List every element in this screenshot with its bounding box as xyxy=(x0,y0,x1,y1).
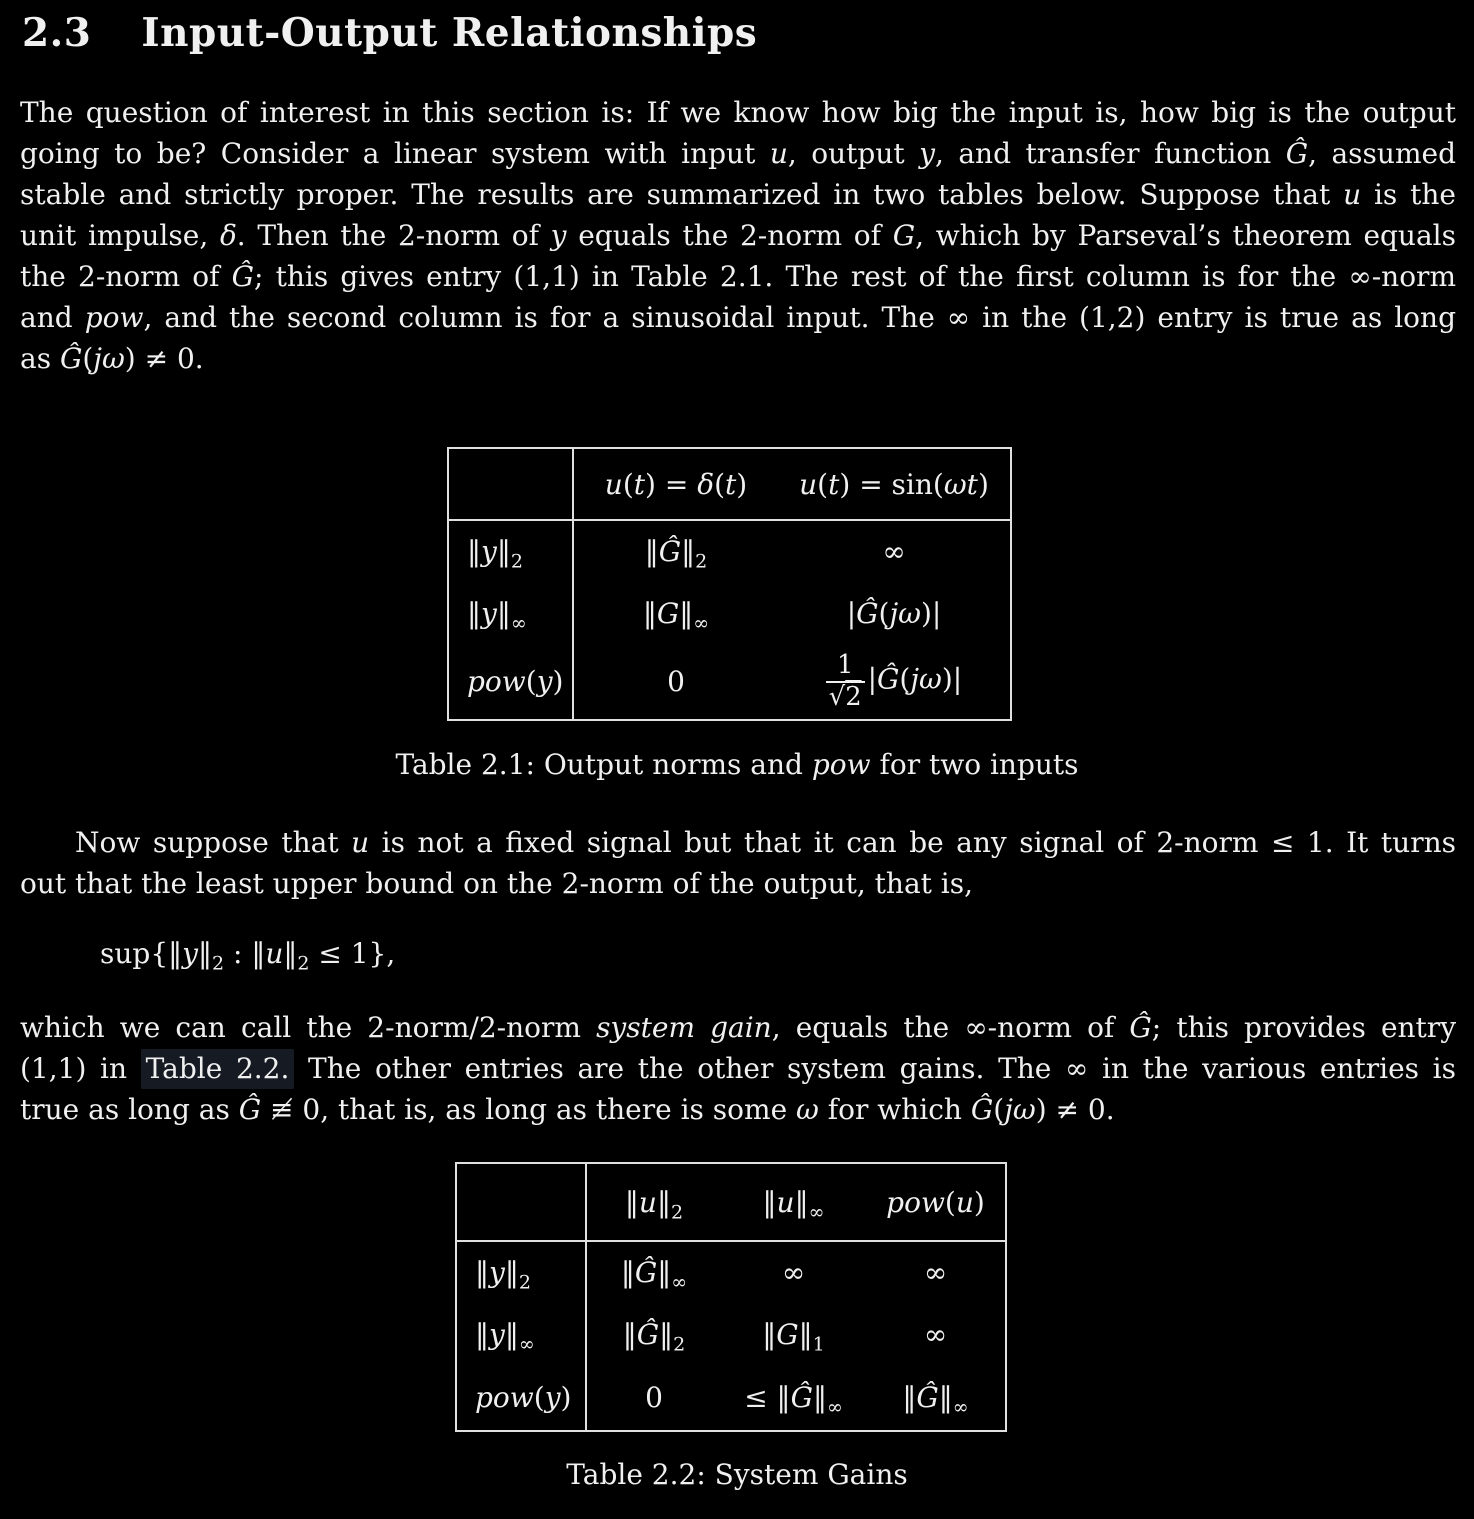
table-cell xyxy=(778,582,1011,644)
text-segment: y xyxy=(182,937,198,970)
text-segment: pow xyxy=(84,301,144,334)
row-header-cell xyxy=(448,582,573,644)
text-segment: ( xyxy=(525,665,537,698)
text-segment: stable and strictly proper. The results are summarized in two tables below. Suppose that xyxy=(20,178,1344,211)
text-segment: ≤ ‖ xyxy=(744,1381,791,1414)
text-segment: pow xyxy=(475,1381,534,1414)
text-segment: 2 xyxy=(211,952,225,975)
text-segment: ∞ xyxy=(923,1317,948,1351)
text-segment: 0 xyxy=(667,665,685,698)
text-segment: jω xyxy=(93,342,125,375)
table-cell xyxy=(586,1303,721,1365)
text-segment: Ĝ xyxy=(970,1093,994,1126)
text-segment: ( xyxy=(817,467,829,501)
text-segment: ‖ xyxy=(467,596,481,630)
row-header-cell xyxy=(448,520,573,582)
text-segment: y xyxy=(481,535,497,568)
text-segment: equals the 2-norm of xyxy=(566,219,893,252)
table-row xyxy=(456,1365,1006,1431)
text-line xyxy=(20,1048,1456,1089)
column-header-powu xyxy=(866,1163,1006,1241)
text-segment: ≢ 0, that is, as long as there is some xyxy=(261,1093,797,1126)
text-segment: jω xyxy=(889,596,921,630)
text-segment: , equals the ∞-norm of xyxy=(771,1011,1130,1044)
text-segment: ‖ xyxy=(762,1317,777,1351)
text-segment: ( xyxy=(944,1185,956,1219)
fraction xyxy=(826,652,865,710)
text-segment: for two inputs xyxy=(870,748,1079,781)
text-segment: ‖ xyxy=(624,1185,639,1219)
text-segment: δ xyxy=(697,467,715,501)
text-segment: u xyxy=(265,937,284,970)
text-segment: 2 xyxy=(695,550,708,573)
text-segment: ∞ xyxy=(923,1256,948,1289)
text-segment: ) xyxy=(552,665,564,698)
text-segment: ) ≠ 0. xyxy=(1035,1093,1115,1126)
text-segment: jω xyxy=(1004,1093,1036,1126)
table-2-2-caption xyxy=(0,1458,1474,1492)
text-segment: ω xyxy=(796,1093,819,1126)
text-segment: u xyxy=(776,1185,795,1219)
text-segment: ∞ xyxy=(510,612,527,635)
text-segment: ‖ xyxy=(656,1185,671,1219)
text-segment: G xyxy=(656,596,680,630)
text-segment: ‖ xyxy=(496,596,511,630)
text-segment: unit impulse, xyxy=(20,219,220,252)
text-line xyxy=(20,297,1456,338)
table-cell xyxy=(866,1303,1006,1365)
text-segment: ( xyxy=(533,1381,545,1414)
table-header-row xyxy=(456,1163,1006,1241)
text-segment: Table 2.1: Output norms and xyxy=(395,748,812,781)
text-segment: ‖ xyxy=(197,937,212,970)
text-segment: pow xyxy=(886,1185,945,1219)
text-segment: ∞ xyxy=(808,1201,825,1224)
text-segment: ‖ xyxy=(762,1185,777,1219)
text-segment: ‖ xyxy=(938,1381,953,1414)
text-segment: ( xyxy=(993,1093,1005,1126)
text-segment: G xyxy=(892,219,916,252)
text-segment: ‖ xyxy=(659,1317,674,1351)
text-segment: ‖ xyxy=(283,937,298,970)
text-segment: | xyxy=(867,663,878,696)
table-cell xyxy=(721,1241,866,1303)
text-segment: The question of interest in this section is: If we know how big the input is, how big is the output xyxy=(20,96,1456,129)
text-segment: Table 2.2: System Gains xyxy=(566,1458,908,1491)
text-segment: ( xyxy=(714,467,726,501)
text-segment: 2 xyxy=(670,1201,684,1224)
text-segment: Ĝ xyxy=(238,1093,262,1126)
text-segment: y xyxy=(489,1317,505,1351)
text-segment: ( xyxy=(622,467,634,501)
text-segment: 2 xyxy=(845,681,862,712)
text-segment: ) xyxy=(977,467,989,501)
table-row xyxy=(456,1303,1006,1365)
text-segment: jω xyxy=(910,663,942,696)
table-output-norms xyxy=(447,447,1012,721)
text-segment: for which xyxy=(818,1093,971,1126)
text-line xyxy=(20,338,1456,379)
text-segment: which we can call the 2-norm/2-norm xyxy=(20,1011,597,1044)
table-row xyxy=(448,520,1011,582)
text-segment: , which by Parseval’s theorem equals xyxy=(915,219,1456,252)
text-line xyxy=(20,215,1456,256)
text-segment: ‖ xyxy=(467,535,481,568)
text-segment: pow xyxy=(467,665,526,698)
text-segment: ‖ xyxy=(475,1317,489,1351)
text-segment: y xyxy=(550,219,567,252)
text-line xyxy=(20,92,1456,133)
text-segment: ) xyxy=(560,1381,572,1414)
text-segment: ‖ xyxy=(496,535,511,568)
text-segment: ) = xyxy=(645,467,698,501)
table-2-1-caption xyxy=(0,748,1474,782)
table-cell xyxy=(586,1241,721,1303)
text-segment: ‖ xyxy=(794,1185,809,1219)
text-segment: sup{‖ xyxy=(100,937,183,970)
text-segment: )| xyxy=(920,596,942,630)
text-segment: , assumed xyxy=(1308,137,1456,170)
text-segment: ( xyxy=(899,663,911,696)
text-segment: t xyxy=(828,467,840,501)
text-segment: ‖ xyxy=(657,1256,672,1289)
text-segment: ∞ xyxy=(518,1333,535,1356)
text-segment: 2 xyxy=(510,550,523,573)
text-segment: Ĝ xyxy=(790,1381,813,1414)
text-segment: ‖ xyxy=(644,535,659,568)
text-segment: 1 xyxy=(836,650,854,681)
text-segment: Ĝ xyxy=(634,1256,658,1289)
text-segment: ‖ xyxy=(475,1256,489,1289)
text-segment: 2 xyxy=(518,1271,531,1294)
text-segment: is the xyxy=(1361,178,1456,211)
text-line xyxy=(20,256,1456,297)
text-segment: ) ≠ 0. xyxy=(124,342,204,375)
text-segment: ‖ xyxy=(679,596,694,630)
text-segment: ‖ xyxy=(504,1317,519,1351)
text-segment: Ĝ xyxy=(231,260,255,293)
table-corner-cell xyxy=(448,448,573,520)
text-segment: ‖ xyxy=(642,596,657,630)
text-segment: δ xyxy=(219,219,237,252)
text-segment: u xyxy=(638,1185,657,1219)
text-segment: out that the least upper bound on the 2-norm of the output, that is, xyxy=(20,867,974,900)
text-segment: y xyxy=(489,1256,505,1289)
text-segment: ( xyxy=(878,596,890,630)
table-cell xyxy=(721,1303,866,1365)
table-cell xyxy=(721,1365,866,1431)
text-segment: Ĝ xyxy=(658,535,682,568)
text-segment: going to be? Consider a linear system with input xyxy=(20,137,770,170)
table-row xyxy=(456,1241,1006,1303)
table-2-2-link[interactable]: Table 2.2. xyxy=(141,1049,295,1089)
text-line xyxy=(20,133,1456,174)
inline-equation xyxy=(100,933,395,974)
text-segment: Ĝ xyxy=(916,1381,939,1414)
text-segment: t xyxy=(725,467,737,501)
column-header-impulse xyxy=(573,448,778,520)
text-segment: 1 xyxy=(812,1333,825,1356)
text-segment: ∞ xyxy=(952,1396,969,1419)
column-header-sinusoid xyxy=(778,448,1011,520)
table-cell xyxy=(586,1365,721,1431)
text-segment: Ĝ xyxy=(1129,1011,1152,1044)
text-segment: ≤ 1}, xyxy=(309,937,396,970)
text-segment: u xyxy=(351,826,370,859)
text-segment: ) xyxy=(736,467,748,501)
text-segment: Ĝ xyxy=(877,663,900,696)
text-segment: system gain xyxy=(596,1011,772,1044)
table-corner-cell xyxy=(456,1163,586,1241)
text-segment: Ĝ xyxy=(636,1317,660,1351)
text-segment: Ĝ xyxy=(856,596,879,630)
text-segment: ) = sin( xyxy=(839,467,944,501)
text-segment: ; this gives entry (1,1) in Table 2.1. The rest of the first column is for the ∞-norm xyxy=(254,260,1456,293)
text-segment: ‖ xyxy=(504,1256,519,1289)
text-segment: u xyxy=(604,467,623,501)
text-line xyxy=(20,1007,1456,1048)
text-segment: 2 xyxy=(673,1333,686,1356)
text-segment: ωt xyxy=(943,467,978,501)
text-segment: 0 xyxy=(645,1381,663,1414)
text-segment: y xyxy=(536,665,553,698)
column-header-u2 xyxy=(586,1163,721,1241)
table-header-row xyxy=(448,448,1011,520)
text-segment: ∞ xyxy=(882,535,906,568)
text-segment: ‖ xyxy=(902,1381,917,1414)
text-line xyxy=(20,863,1456,904)
text-segment: is not a fixed signal but that it can be any signal of 2-norm ≤ 1. It turns xyxy=(369,826,1456,859)
table-cell xyxy=(573,582,778,644)
text-segment: t xyxy=(633,467,646,501)
text-segment: ; this provides entry xyxy=(1151,1011,1457,1044)
text-segment: ‖ xyxy=(798,1317,813,1351)
text-segment: ‖ xyxy=(812,1381,827,1414)
text-segment: Now suppose that xyxy=(75,826,352,859)
column-header-uinf xyxy=(721,1163,866,1241)
text-segment: the 2-norm of xyxy=(20,260,232,293)
text-segment: ) xyxy=(973,1185,985,1219)
row-header-cell xyxy=(456,1365,586,1431)
text-segment: ∞ xyxy=(671,1271,688,1294)
table-cell xyxy=(573,520,778,582)
table-cell xyxy=(778,644,1011,720)
paragraph-3 xyxy=(20,1007,1456,1130)
text-segment: (1,1) in xyxy=(20,1052,141,1085)
table-cell xyxy=(866,1241,1006,1303)
paragraph-1 xyxy=(20,92,1456,379)
text-segment: . Then the 2-norm of xyxy=(236,219,551,252)
text-segment: , and the second column is for a sinusoidal input. The ∞ in the (1,2) entry is true as long xyxy=(143,301,1456,334)
text-segment: 2 xyxy=(297,952,310,975)
text-segment: Ĝ xyxy=(59,342,83,375)
paragraph-2 xyxy=(20,822,1456,904)
text-segment: ‖ xyxy=(622,1317,637,1351)
text-segment: u xyxy=(1343,178,1362,211)
table-cell xyxy=(573,644,778,720)
text-segment: y xyxy=(481,596,497,630)
text-segment: , output xyxy=(787,137,920,170)
text-segment: √ xyxy=(828,681,846,712)
text-segment: ‖ xyxy=(681,535,696,568)
text-segment: ∞ xyxy=(693,612,710,635)
table-system-gains xyxy=(455,1162,1007,1432)
text-segment: ∞ xyxy=(781,1256,806,1289)
text-segment: u xyxy=(799,467,818,501)
text-segment: as xyxy=(20,342,60,375)
table-cell xyxy=(866,1365,1006,1431)
table-cell xyxy=(778,520,1011,582)
text-segment: y xyxy=(919,137,935,170)
text-segment: ‖ xyxy=(620,1256,635,1289)
section-heading xyxy=(22,10,757,56)
table-row xyxy=(448,582,1011,644)
row-header-cell xyxy=(448,644,573,720)
text-segment: , and transfer function xyxy=(934,137,1286,170)
text-line xyxy=(20,1089,1456,1130)
text-segment: : ‖ xyxy=(224,937,266,970)
section-number: 2.3 xyxy=(22,10,92,56)
text-segment: G xyxy=(776,1317,799,1351)
text-segment: pow xyxy=(811,748,871,781)
text-segment: )| xyxy=(941,663,963,696)
text-line xyxy=(20,822,1456,863)
text-segment: y xyxy=(544,1381,561,1414)
text-segment: ( xyxy=(82,342,94,375)
text-segment: u xyxy=(769,137,788,170)
row-header-cell xyxy=(456,1241,586,1303)
table-row xyxy=(448,644,1011,720)
section-title: Input-Output Relationships xyxy=(141,10,758,56)
text-segment: ∞ xyxy=(826,1396,843,1419)
text-segment: | xyxy=(846,596,857,630)
text-segment: true as long as xyxy=(20,1093,239,1126)
text-line xyxy=(20,174,1456,215)
text-segment: Ĝ xyxy=(1285,137,1309,170)
text-segment: u xyxy=(955,1185,974,1219)
text-segment: The other entries are the other system gains. The ∞ in the various entries is xyxy=(294,1052,1456,1085)
text-segment: and xyxy=(20,301,85,334)
row-header-cell xyxy=(456,1303,586,1365)
